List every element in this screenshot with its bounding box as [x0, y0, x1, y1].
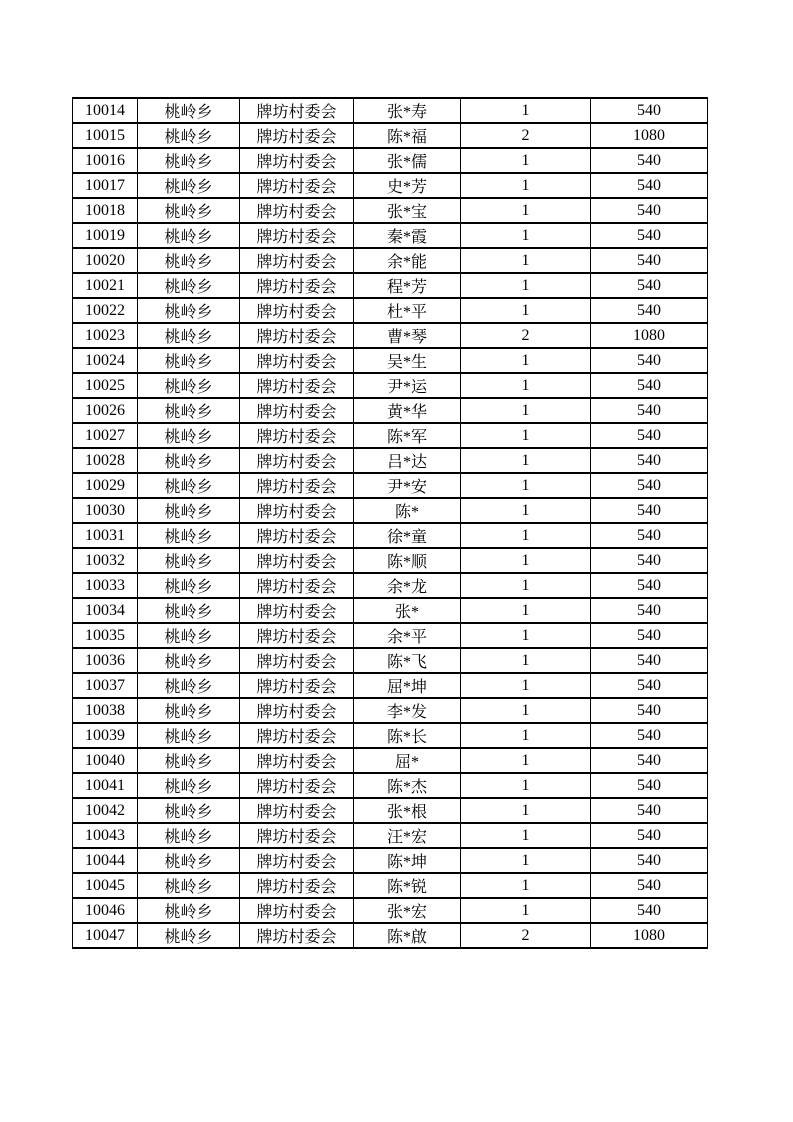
cell-recipient-name: 陈*福: [354, 123, 461, 148]
table-row: [73, 673, 708, 698]
cell-recipient-name: 陈*军: [354, 423, 461, 448]
cell-recipient-name: 张*寿: [354, 98, 461, 123]
cell-count: 1: [461, 248, 591, 273]
cell-village: 牌坊村委会: [240, 173, 354, 198]
cell-township: 桃岭乡: [138, 773, 240, 798]
cell-township: 桃岭乡: [138, 498, 240, 523]
cell-id: 10015: [73, 123, 138, 148]
cell-township: 桃岭乡: [138, 573, 240, 598]
cell-id: 10022: [73, 298, 138, 323]
cell-amount: 540: [591, 773, 708, 798]
cell-count: 1: [461, 598, 591, 623]
cell-amount: 540: [591, 623, 708, 648]
cell-recipient-name: 张*宝: [354, 198, 461, 223]
cell-amount: 540: [591, 798, 708, 823]
table-row: [73, 248, 708, 273]
table-row: [73, 698, 708, 723]
cell-count: 1: [461, 898, 591, 923]
cell-township: 桃岭乡: [138, 298, 240, 323]
table-row: [73, 773, 708, 798]
cell-count: 1: [461, 673, 591, 698]
cell-id: 10041: [73, 773, 138, 798]
cell-recipient-name: 程*芳: [354, 273, 461, 298]
cell-township: 桃岭乡: [138, 123, 240, 148]
cell-township: 桃岭乡: [138, 923, 240, 948]
cell-count: 1: [461, 873, 591, 898]
subsidy-table-body: [73, 98, 708, 948]
cell-count: 1: [461, 448, 591, 473]
cell-township: 桃岭乡: [138, 398, 240, 423]
cell-village: 牌坊村委会: [240, 798, 354, 823]
table-row: [73, 223, 708, 248]
cell-recipient-name: 汪*宏: [354, 823, 461, 848]
cell-village: 牌坊村委会: [240, 698, 354, 723]
cell-recipient-name: 陈*坤: [354, 848, 461, 873]
cell-id: 10040: [73, 748, 138, 773]
cell-recipient-name: 张*儒: [354, 148, 461, 173]
cell-amount: 540: [591, 698, 708, 723]
cell-village: 牌坊村委会: [240, 523, 354, 548]
cell-amount: 540: [591, 273, 708, 298]
table-row: [73, 873, 708, 898]
cell-amount: 540: [591, 598, 708, 623]
cell-township: 桃岭乡: [138, 248, 240, 273]
table-row: [73, 898, 708, 923]
cell-village: 牌坊村委会: [240, 98, 354, 123]
table-row: [73, 448, 708, 473]
cell-township: 桃岭乡: [138, 448, 240, 473]
cell-id: 10028: [73, 448, 138, 473]
table-row: [73, 98, 708, 123]
table-row: [73, 373, 708, 398]
cell-count: 1: [461, 573, 591, 598]
table-row: [73, 848, 708, 873]
cell-recipient-name: 余*龙: [354, 573, 461, 598]
cell-recipient-name: 陈*杰: [354, 773, 461, 798]
cell-count: 1: [461, 848, 591, 873]
cell-count: 1: [461, 648, 591, 673]
table-row: [73, 398, 708, 423]
cell-village: 牌坊村委会: [240, 248, 354, 273]
cell-township: 桃岭乡: [138, 848, 240, 873]
cell-township: 桃岭乡: [138, 798, 240, 823]
cell-township: 桃岭乡: [138, 823, 240, 848]
cell-township: 桃岭乡: [138, 548, 240, 573]
cell-amount: 1080: [591, 323, 708, 348]
cell-village: 牌坊村委会: [240, 273, 354, 298]
cell-id: 10024: [73, 348, 138, 373]
cell-amount: 540: [591, 223, 708, 248]
cell-village: 牌坊村委会: [240, 898, 354, 923]
cell-id: 10021: [73, 273, 138, 298]
cell-recipient-name: 尹*安: [354, 473, 461, 498]
cell-id: 10023: [73, 323, 138, 348]
cell-village: 牌坊村委会: [240, 123, 354, 148]
cell-township: 桃岭乡: [138, 598, 240, 623]
cell-id: 10036: [73, 648, 138, 673]
cell-count: 1: [461, 723, 591, 748]
cell-amount: 540: [591, 348, 708, 373]
cell-id: 10014: [73, 98, 138, 123]
table-row: [73, 548, 708, 573]
table-row: [73, 198, 708, 223]
cell-amount: 540: [591, 548, 708, 573]
cell-township: 桃岭乡: [138, 348, 240, 373]
cell-recipient-name: 屈*坤: [354, 673, 461, 698]
cell-recipient-name: 尹*运: [354, 373, 461, 398]
cell-id: 10030: [73, 498, 138, 523]
cell-count: 2: [461, 123, 591, 148]
cell-id: 10038: [73, 698, 138, 723]
cell-amount: 540: [591, 98, 708, 123]
cell-id: 10031: [73, 523, 138, 548]
cell-township: 桃岭乡: [138, 873, 240, 898]
cell-count: 1: [461, 273, 591, 298]
cell-id: 10046: [73, 898, 138, 923]
cell-count: 1: [461, 523, 591, 548]
cell-count: 1: [461, 98, 591, 123]
cell-recipient-name: 陈*飞: [354, 648, 461, 673]
cell-id: 10043: [73, 823, 138, 848]
cell-recipient-name: 黄*华: [354, 398, 461, 423]
cell-village: 牌坊村委会: [240, 498, 354, 523]
table-row: [73, 148, 708, 173]
cell-amount: 540: [591, 473, 708, 498]
cell-village: 牌坊村委会: [240, 423, 354, 448]
cell-recipient-name: 李*发: [354, 698, 461, 723]
cell-village: 牌坊村委会: [240, 773, 354, 798]
cell-township: 桃岭乡: [138, 273, 240, 298]
cell-count: 1: [461, 748, 591, 773]
cell-amount: 540: [591, 673, 708, 698]
cell-id: 10029: [73, 473, 138, 498]
table-row: [73, 298, 708, 323]
table-row: [73, 623, 708, 648]
cell-village: 牌坊村委会: [240, 673, 354, 698]
cell-township: 桃岭乡: [138, 173, 240, 198]
cell-count: 1: [461, 498, 591, 523]
table-row: [73, 748, 708, 773]
cell-recipient-name: 吕*达: [354, 448, 461, 473]
cell-count: 1: [461, 423, 591, 448]
cell-recipient-name: 余*能: [354, 248, 461, 273]
cell-amount: 540: [591, 173, 708, 198]
table-row: [73, 423, 708, 448]
cell-id: 10034: [73, 598, 138, 623]
cell-id: 10019: [73, 223, 138, 248]
cell-village: 牌坊村委会: [240, 723, 354, 748]
cell-id: 10020: [73, 248, 138, 273]
cell-village: 牌坊村委会: [240, 648, 354, 673]
cell-amount: 540: [591, 398, 708, 423]
table-row: [73, 498, 708, 523]
table-row: [73, 348, 708, 373]
cell-village: 牌坊村委会: [240, 823, 354, 848]
cell-amount: 540: [591, 198, 708, 223]
cell-village: 牌坊村委会: [240, 148, 354, 173]
cell-recipient-name: 陈*长: [354, 723, 461, 748]
cell-township: 桃岭乡: [138, 148, 240, 173]
cell-recipient-name: 张*宏: [354, 898, 461, 923]
cell-recipient-name: 屈*: [354, 748, 461, 773]
cell-amount: 540: [591, 898, 708, 923]
cell-id: 10033: [73, 573, 138, 598]
cell-amount: 1080: [591, 123, 708, 148]
cell-recipient-name: 陈*: [354, 498, 461, 523]
cell-village: 牌坊村委会: [240, 373, 354, 398]
cell-village: 牌坊村委会: [240, 473, 354, 498]
cell-count: 1: [461, 623, 591, 648]
cell-count: 1: [461, 823, 591, 848]
cell-count: 1: [461, 373, 591, 398]
table-row: [73, 923, 708, 948]
cell-id: 10026: [73, 398, 138, 423]
cell-amount: 540: [591, 723, 708, 748]
cell-village: 牌坊村委会: [240, 223, 354, 248]
table-row: [73, 823, 708, 848]
table-row: [73, 123, 708, 148]
cell-id: 10027: [73, 423, 138, 448]
table-row: [73, 598, 708, 623]
cell-count: 2: [461, 323, 591, 348]
cell-amount: 540: [591, 748, 708, 773]
cell-count: 1: [461, 223, 591, 248]
cell-id: 10025: [73, 373, 138, 398]
cell-township: 桃岭乡: [138, 198, 240, 223]
cell-recipient-name: 吴*生: [354, 348, 461, 373]
cell-amount: 540: [591, 873, 708, 898]
cell-township: 桃岭乡: [138, 473, 240, 498]
cell-count: 1: [461, 473, 591, 498]
cell-township: 桃岭乡: [138, 723, 240, 748]
cell-recipient-name: 张*: [354, 598, 461, 623]
table-row: [73, 648, 708, 673]
cell-amount: 540: [591, 148, 708, 173]
cell-township: 桃岭乡: [138, 523, 240, 548]
cell-count: 1: [461, 773, 591, 798]
cell-amount: 540: [591, 823, 708, 848]
cell-count: 1: [461, 298, 591, 323]
cell-count: 1: [461, 798, 591, 823]
cell-township: 桃岭乡: [138, 748, 240, 773]
cell-village: 牌坊村委会: [240, 848, 354, 873]
table-row: [73, 473, 708, 498]
cell-village: 牌坊村委会: [240, 448, 354, 473]
cell-id: 10018: [73, 198, 138, 223]
cell-village: 牌坊村委会: [240, 923, 354, 948]
cell-count: 1: [461, 548, 591, 573]
cell-count: 1: [461, 198, 591, 223]
cell-id: 10017: [73, 173, 138, 198]
cell-id: 10045: [73, 873, 138, 898]
cell-village: 牌坊村委会: [240, 748, 354, 773]
cell-village: 牌坊村委会: [240, 298, 354, 323]
cell-recipient-name: 秦*霞: [354, 223, 461, 248]
cell-township: 桃岭乡: [138, 373, 240, 398]
table-row: [73, 523, 708, 548]
cell-amount: 540: [591, 448, 708, 473]
cell-recipient-name: 陈*锐: [354, 873, 461, 898]
cell-village: 牌坊村委会: [240, 548, 354, 573]
cell-amount: 540: [591, 648, 708, 673]
cell-amount: 540: [591, 373, 708, 398]
cell-township: 桃岭乡: [138, 673, 240, 698]
cell-township: 桃岭乡: [138, 98, 240, 123]
cell-recipient-name: 史*芳: [354, 173, 461, 198]
cell-recipient-name: 杜*平: [354, 298, 461, 323]
cell-recipient-name: 陈*啟: [354, 923, 461, 948]
cell-amount: 540: [591, 423, 708, 448]
cell-amount: 540: [591, 298, 708, 323]
cell-id: 10039: [73, 723, 138, 748]
table-row: [73, 723, 708, 748]
cell-id: 10042: [73, 798, 138, 823]
cell-count: 1: [461, 698, 591, 723]
cell-count: 1: [461, 348, 591, 373]
cell-recipient-name: 张*根: [354, 798, 461, 823]
cell-township: 桃岭乡: [138, 698, 240, 723]
cell-id: 10032: [73, 548, 138, 573]
cell-id: 10044: [73, 848, 138, 873]
cell-recipient-name: 曹*琴: [354, 323, 461, 348]
cell-amount: 540: [591, 848, 708, 873]
cell-amount: 1080: [591, 923, 708, 948]
cell-village: 牌坊村委会: [240, 873, 354, 898]
cell-village: 牌坊村委会: [240, 573, 354, 598]
cell-village: 牌坊村委会: [240, 598, 354, 623]
cell-village: 牌坊村委会: [240, 323, 354, 348]
cell-township: 桃岭乡: [138, 898, 240, 923]
cell-village: 牌坊村委会: [240, 348, 354, 373]
cell-count: 1: [461, 398, 591, 423]
cell-count: 1: [461, 148, 591, 173]
cell-township: 桃岭乡: [138, 323, 240, 348]
cell-township: 桃岭乡: [138, 623, 240, 648]
subsidy-table: [72, 97, 708, 949]
table-row: [73, 573, 708, 598]
cell-id: 10047: [73, 923, 138, 948]
cell-id: 10016: [73, 148, 138, 173]
cell-village: 牌坊村委会: [240, 198, 354, 223]
cell-township: 桃岭乡: [138, 223, 240, 248]
cell-township: 桃岭乡: [138, 648, 240, 673]
table-row: [73, 173, 708, 198]
cell-recipient-name: 徐*童: [354, 523, 461, 548]
cell-recipient-name: 陈*顺: [354, 548, 461, 573]
table-row: [73, 798, 708, 823]
cell-amount: 540: [591, 248, 708, 273]
cell-recipient-name: 余*平: [354, 623, 461, 648]
table-row: [73, 273, 708, 298]
cell-count: 2: [461, 923, 591, 948]
cell-amount: 540: [591, 498, 708, 523]
table-row: [73, 323, 708, 348]
cell-id: 10035: [73, 623, 138, 648]
cell-township: 桃岭乡: [138, 423, 240, 448]
cell-village: 牌坊村委会: [240, 623, 354, 648]
cell-count: 1: [461, 173, 591, 198]
cell-amount: 540: [591, 523, 708, 548]
cell-amount: 540: [591, 573, 708, 598]
cell-village: 牌坊村委会: [240, 398, 354, 423]
cell-id: 10037: [73, 673, 138, 698]
